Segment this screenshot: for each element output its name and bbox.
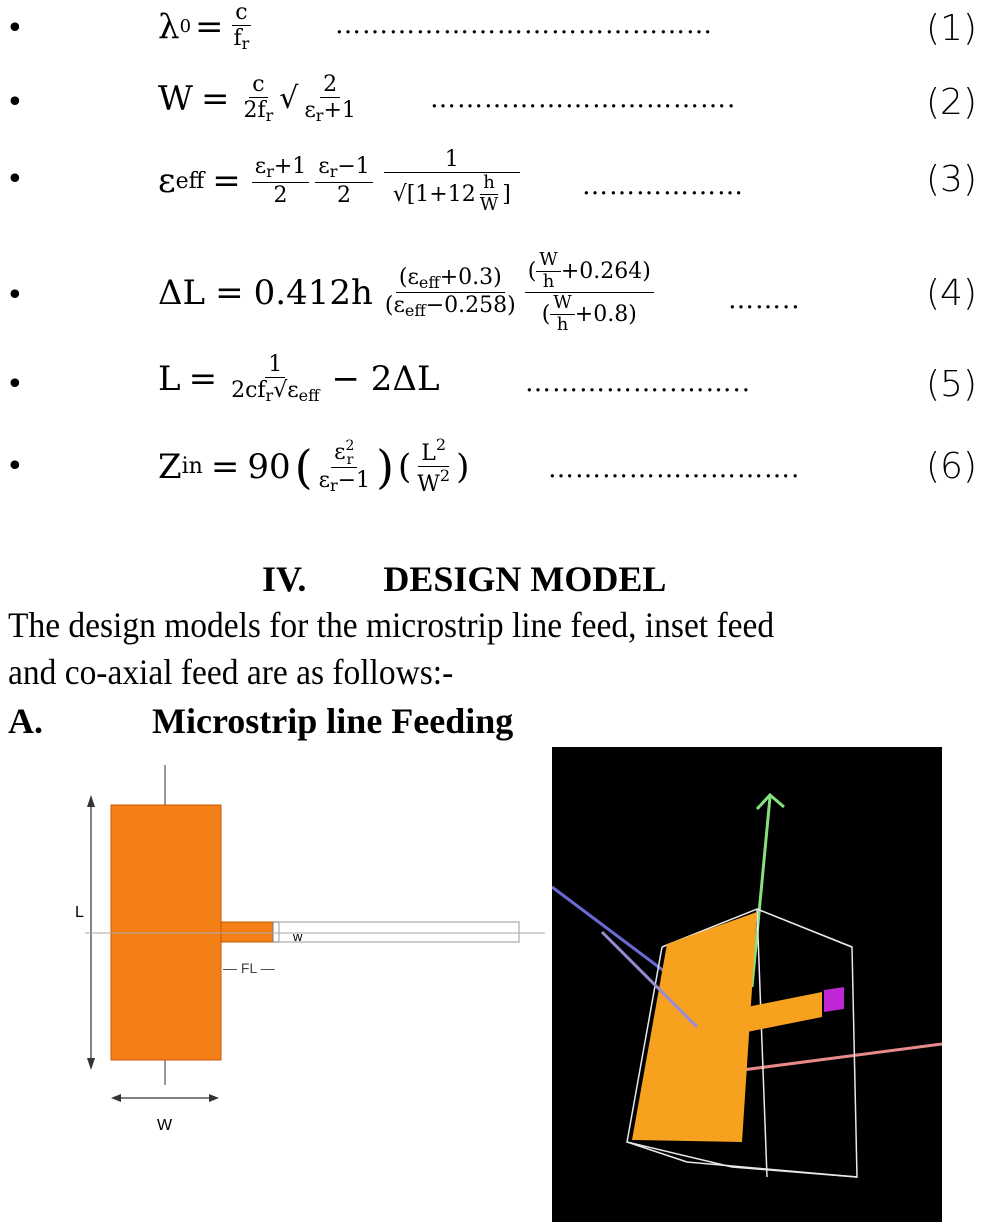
dot-leader: ……………………………. (430, 84, 737, 114)
section-number: IV. (262, 559, 307, 599)
equation-5 (0, 350, 987, 430)
y-axis-line (727, 1044, 942, 1072)
equation-6-formula: Z in = 90 ( ε 2 r $\varepsilon_r-1$ ) ( $\frac{L^2}{W^2}$ ) (158, 435, 470, 498)
equals-sign: = (200, 78, 230, 119)
dot-leader: ……………..…….. (525, 368, 752, 398)
equation-4-formula: ΔL = 0.412h $\frac{(\varepsilon_{eff}+0.3)}{(\varepsilon_{eff}-0.258)}$ ( $\frac{W}{h}$ +0.264) ( $\frac{W}{h}$ +0.8) (158, 250, 657, 336)
port-3d (824, 987, 844, 1012)
equation-1 (0, 0, 987, 70)
equation-2 (0, 70, 987, 145)
equation-4 (0, 245, 987, 350)
feed-line-3d (747, 992, 822, 1032)
equation-number: (6) (926, 446, 977, 487)
patch-3d (632, 912, 757, 1142)
lambda-symbol: λ (158, 6, 180, 47)
equation-number: (1) (926, 8, 977, 49)
dot-leader: …………………………………… (335, 10, 713, 40)
fraction: $\frac{\varepsilon_r+1}{2}$ (252, 154, 310, 208)
fraction: $\frac{\varepsilon_r-1}{2}$ (315, 154, 373, 208)
equation-5-formula: L = $\frac{1}{2cf_r√\varepsilon_{eff}}$ − 2ΔL (158, 352, 440, 406)
arrow-head-up (87, 795, 95, 807)
arrow-head-down (87, 1058, 95, 1070)
equation-number: (2) (926, 82, 977, 123)
equation-1-formula (158, 0, 255, 54)
subsection-title: Microstrip line Feeding (152, 701, 514, 741)
numerator: c (232, 0, 250, 26)
dot-leader: ……………… (582, 171, 744, 201)
section-heading (262, 558, 666, 600)
feed-extension (279, 922, 519, 942)
bullet: • (6, 11, 24, 46)
fraction: $\frac{1}{2cf_r√\varepsilon_{eff}}$ (231, 352, 320, 406)
equals-sign: = (210, 446, 240, 487)
dot-leader: ………………………. (548, 454, 801, 484)
label-fl: — FL — (223, 960, 275, 976)
sqrt-symbol: √ (279, 81, 299, 117)
fraction: 1 √[1+12 $\frac{h}{W}$ ] (384, 147, 520, 216)
bullet: • (6, 162, 24, 197)
paragraph-line-1: The design models for the microstrip line feed, inset feed (8, 605, 775, 645)
fraction: ( $\frac{W}{h}$ +0.264) ( $\frac{W}{h}$ +0.8) (525, 250, 654, 336)
z-axis-line (752, 797, 770, 987)
equation-2-formula (158, 72, 362, 126)
patch-diagram-svg (55, 765, 550, 1165)
equals-sign: = (212, 161, 241, 202)
label-w: W (157, 1117, 173, 1134)
section-title: DESIGN MODEL (383, 559, 667, 599)
equation-number: (5) (926, 364, 977, 405)
bullet: • (6, 85, 24, 120)
fraction (231, 0, 253, 54)
dot-leader: …….. (728, 285, 801, 315)
label-l: L (75, 904, 84, 921)
w-symbol: W (158, 78, 193, 119)
equals-sign: = (215, 272, 244, 313)
bullet: • (6, 278, 24, 313)
equals-sign: = (188, 358, 218, 399)
3d-patch-view (552, 747, 942, 1222)
subsection-heading (8, 700, 513, 742)
denominator: $f_r$ (233, 26, 250, 54)
bullet: • (6, 367, 24, 402)
3d-view-svg (552, 747, 942, 1222)
subscript: 0 (179, 16, 192, 38)
arrow-head-right (209, 1094, 219, 1102)
equation-3 (0, 145, 987, 240)
equation-3-formula: ε eff = $\frac{\varepsilon_r+1}{2}$ $\frac{\varepsilon_r-1}{2}$ 1 √[1+12 $\frac{h}{W}$ ] (158, 147, 523, 216)
feed-line (221, 922, 273, 942)
arrow-head-left (111, 1094, 121, 1102)
equals-sign: = (195, 6, 224, 47)
equation-number: (4) (926, 273, 977, 314)
paragraph-line-2: and co-axial feed are as follows:- (8, 652, 454, 692)
fraction: $\frac{2}{\varepsilon_r+1}$ (304, 72, 356, 126)
equation-6 (0, 432, 987, 512)
equation-number: (3) (926, 159, 977, 200)
fraction: $\frac{c}{2f_r}$ (243, 72, 274, 126)
label-feed-width: w (293, 929, 303, 944)
bullet: • (6, 449, 24, 484)
fraction: ε 2 r $\varepsilon_r-1$ (318, 437, 371, 495)
microstrip-patch-diagram (55, 765, 550, 1165)
feed-port (273, 922, 279, 942)
fraction: $\frac{(\varepsilon_{eff}+0.3)}{(\varepsilon_{eff}-0.258)}$ (384, 264, 516, 321)
fraction: $\frac{L^2}{W^2}$ (417, 435, 451, 498)
subsection-letter: A. (8, 701, 43, 741)
